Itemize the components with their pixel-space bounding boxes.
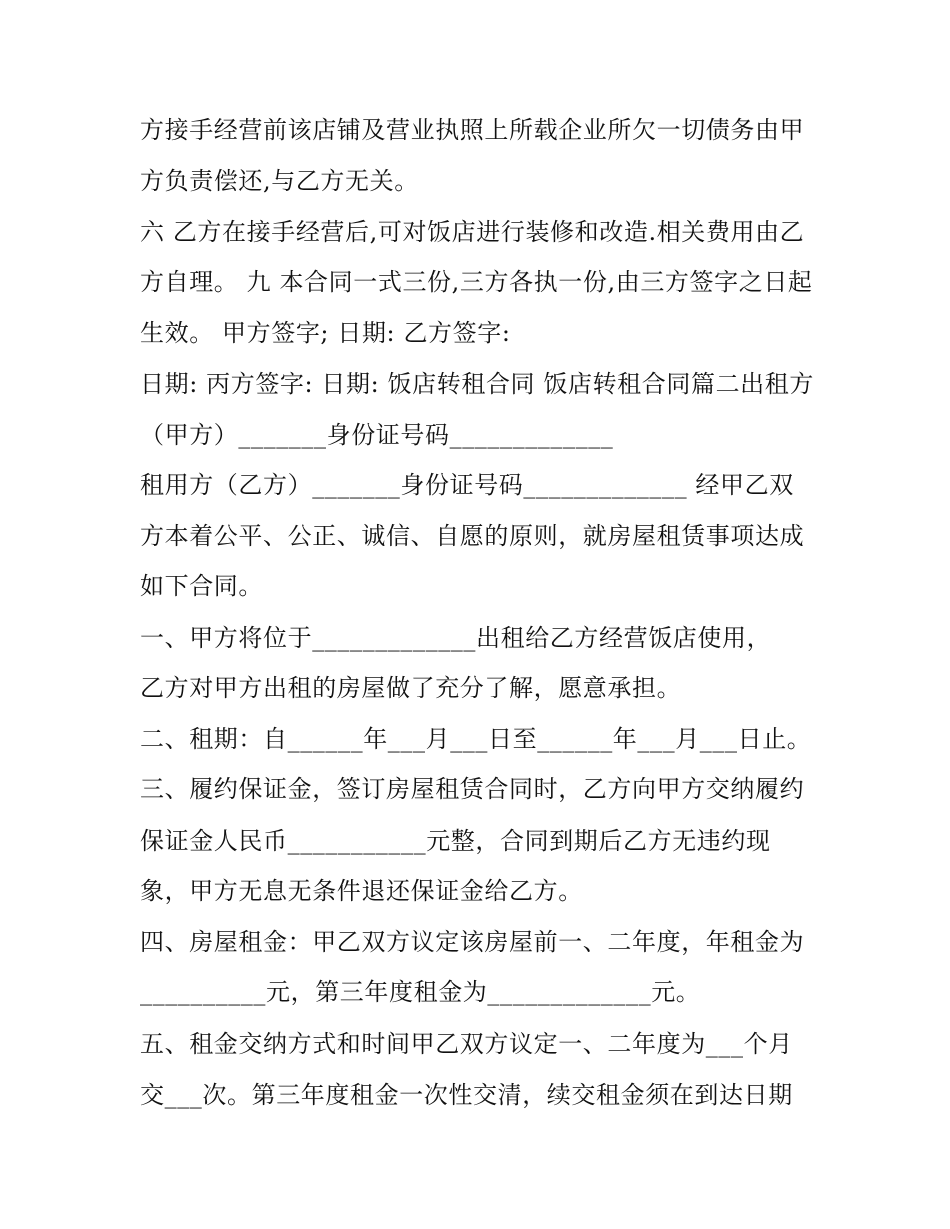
text-line-9: 方本着公平、公正、诚信、自愿的原则，就房屋租赁事项达成 (140, 522, 805, 550)
text-line-18: __________元，第三年度租金为_____________元。 (140, 978, 701, 1006)
text-line-7: （甲方）_______身份证号码_____________ (140, 421, 614, 449)
text-line-5: 生效。 甲方签字; 日期: 乙方签字: (140, 319, 511, 347)
text-line-8: 租用方（乙方）_______身份证号码_____________ 经甲乙双 (140, 471, 794, 499)
text-line-14: 三、履约保证金，签订房屋租赁合同时，乙方向甲方交纳履约 (140, 775, 805, 803)
text-line-4: 方自理。 九 本合同一式三份,三方各执一份,由三方签字之日起 (140, 268, 813, 296)
text-line-10: 如下合同。 (140, 572, 263, 600)
text-line-20: 交___次。第三年度租金一次性交清，续交租金须在到达日期 (140, 1081, 793, 1109)
text-line-15: 保证金人民币___________元整，合同到期后乙方无违约现 (140, 827, 771, 855)
text-line-16: 象，甲方无息无条件退还保证金给乙方。 (140, 877, 583, 905)
text-line-2: 方负责偿还,与乙方无关。 (140, 167, 419, 195)
text-line-12: 乙方对甲方出租的房屋做了充分了解，愿意承担。 (140, 674, 682, 702)
text-line-3: 六 乙方在接手经营后,可对饭店进行装修和改造.相关费用由乙 (140, 218, 805, 246)
text-line-11: 一、甲方将位于_____________出租给乙方经营饭店使用， (140, 624, 772, 652)
text-line-19: 五、租金交纳方式和时间甲乙双方议定一、二年度为___个月 (140, 1030, 793, 1058)
text-line-17: 四、房屋租金：甲乙双方议定该房屋前一、二年度，年租金为 (140, 928, 805, 956)
text-line-13: 二、租期：自______年___月___日至______年___月___日止。 (140, 725, 812, 753)
text-line-6: 日期: 丙方签字: 日期: 饭店转租合同 饭店转租合同篇二出租方 (140, 370, 814, 398)
text-line-1: 方接手经营前该店铺及营业执照上所载企业所欠一切债务由甲 (140, 116, 805, 144)
